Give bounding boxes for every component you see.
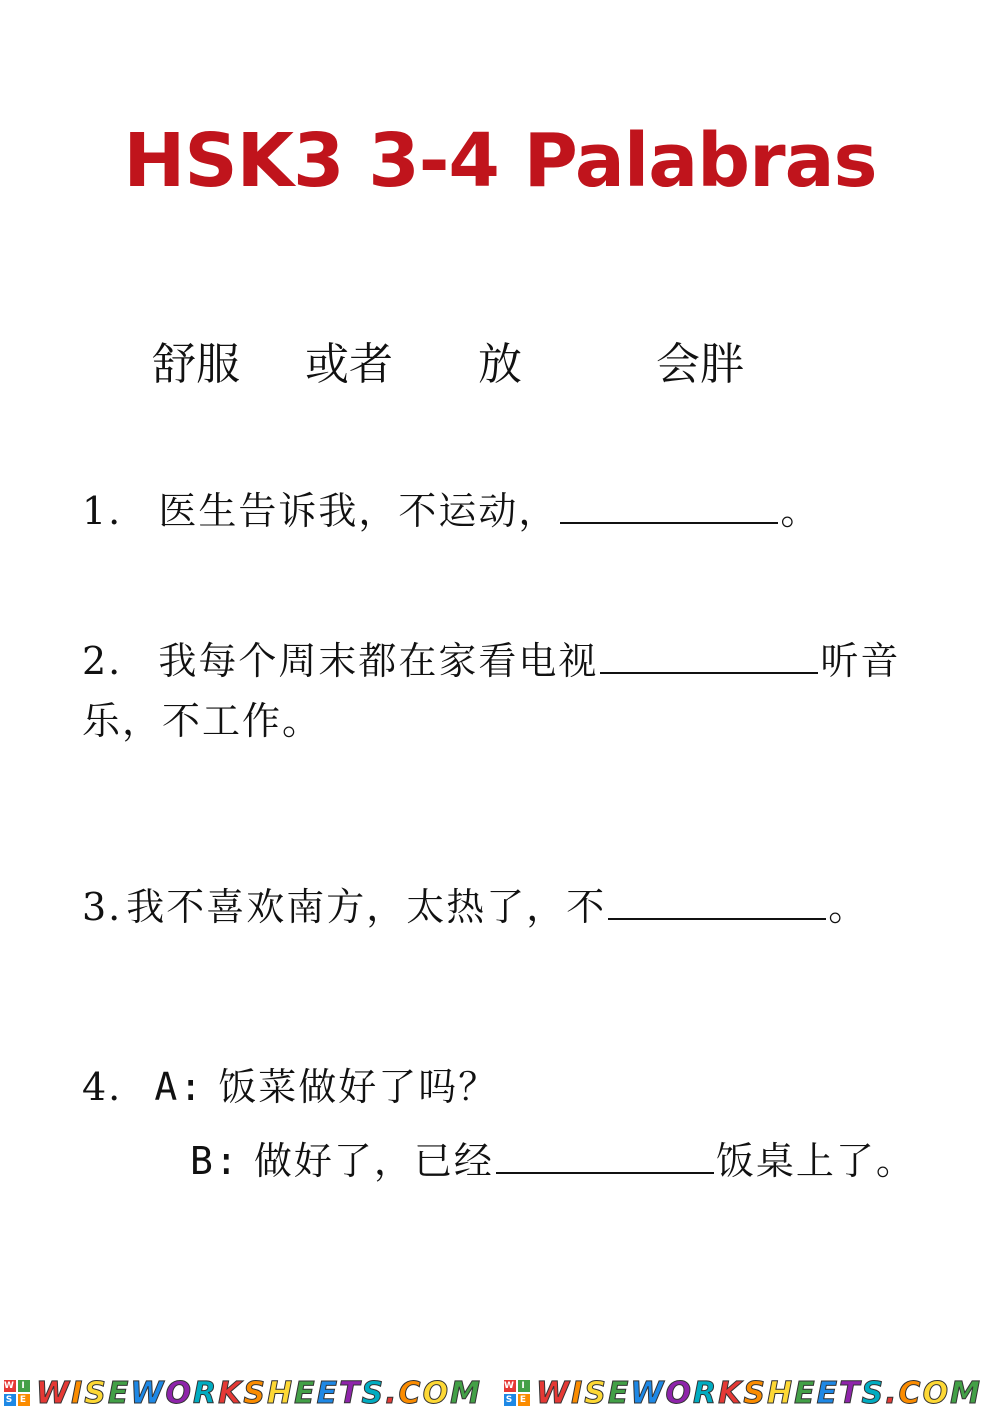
brand-logo-icon: W I S E xyxy=(4,1381,29,1405)
worksheet-title: HSK3 3-4 Palabras xyxy=(123,118,877,204)
word-bank-item: 或者 xyxy=(305,339,393,390)
question-text: 我不喜欢南方，太热了，不 xyxy=(126,885,607,929)
question-4-response xyxy=(190,1130,916,1185)
question-text: 我每个周末都在家看电视 xyxy=(158,639,599,683)
question-1 xyxy=(82,480,820,535)
answer-blank-3[interactable] xyxy=(608,884,826,920)
brand-watermark xyxy=(4,1376,482,1410)
word-bank-item: 舒服 xyxy=(152,339,240,390)
question-text: 医生告诉我，不运动， xyxy=(158,489,559,533)
question-number: 4. xyxy=(82,1065,123,1109)
question-number: 2. xyxy=(82,639,123,683)
question-number: 1. xyxy=(82,489,123,533)
answer-blank-2[interactable] xyxy=(600,638,818,674)
question-3 xyxy=(82,876,868,931)
speaker-b-text: 做好了，已经 xyxy=(253,1139,494,1183)
word-bank-item: 会胖 xyxy=(656,339,744,390)
question-2 xyxy=(82,630,900,685)
question-number: 3. xyxy=(82,885,123,929)
answer-blank-4[interactable] xyxy=(496,1138,714,1174)
answer-blank-1[interactable] xyxy=(560,488,778,524)
question-text-end: 。 xyxy=(780,489,821,533)
speaker-b-label: B: xyxy=(190,1139,240,1183)
word-bank-item: 放 xyxy=(478,339,522,390)
question-4 xyxy=(82,1056,498,1111)
brand-logo-icon: W I S E xyxy=(504,1381,529,1405)
question-text-end: 听音 xyxy=(820,639,901,683)
footer-watermark xyxy=(0,1376,1000,1410)
speaker-b-text-end: 饭桌上了。 xyxy=(715,1139,916,1183)
brand-text: WISEWORKSHEETS.COM xyxy=(536,1375,982,1411)
question-2-line-2: 乐，不工作。 xyxy=(82,699,323,743)
speaker-a-label: A: xyxy=(154,1065,205,1109)
question-text-end: 。 xyxy=(828,885,869,929)
brand-text: WISEWORKSHEETS.COM xyxy=(36,1375,482,1411)
brand-watermark xyxy=(504,1376,982,1410)
speaker-a-text: 饭菜做好了吗？ xyxy=(218,1065,499,1109)
